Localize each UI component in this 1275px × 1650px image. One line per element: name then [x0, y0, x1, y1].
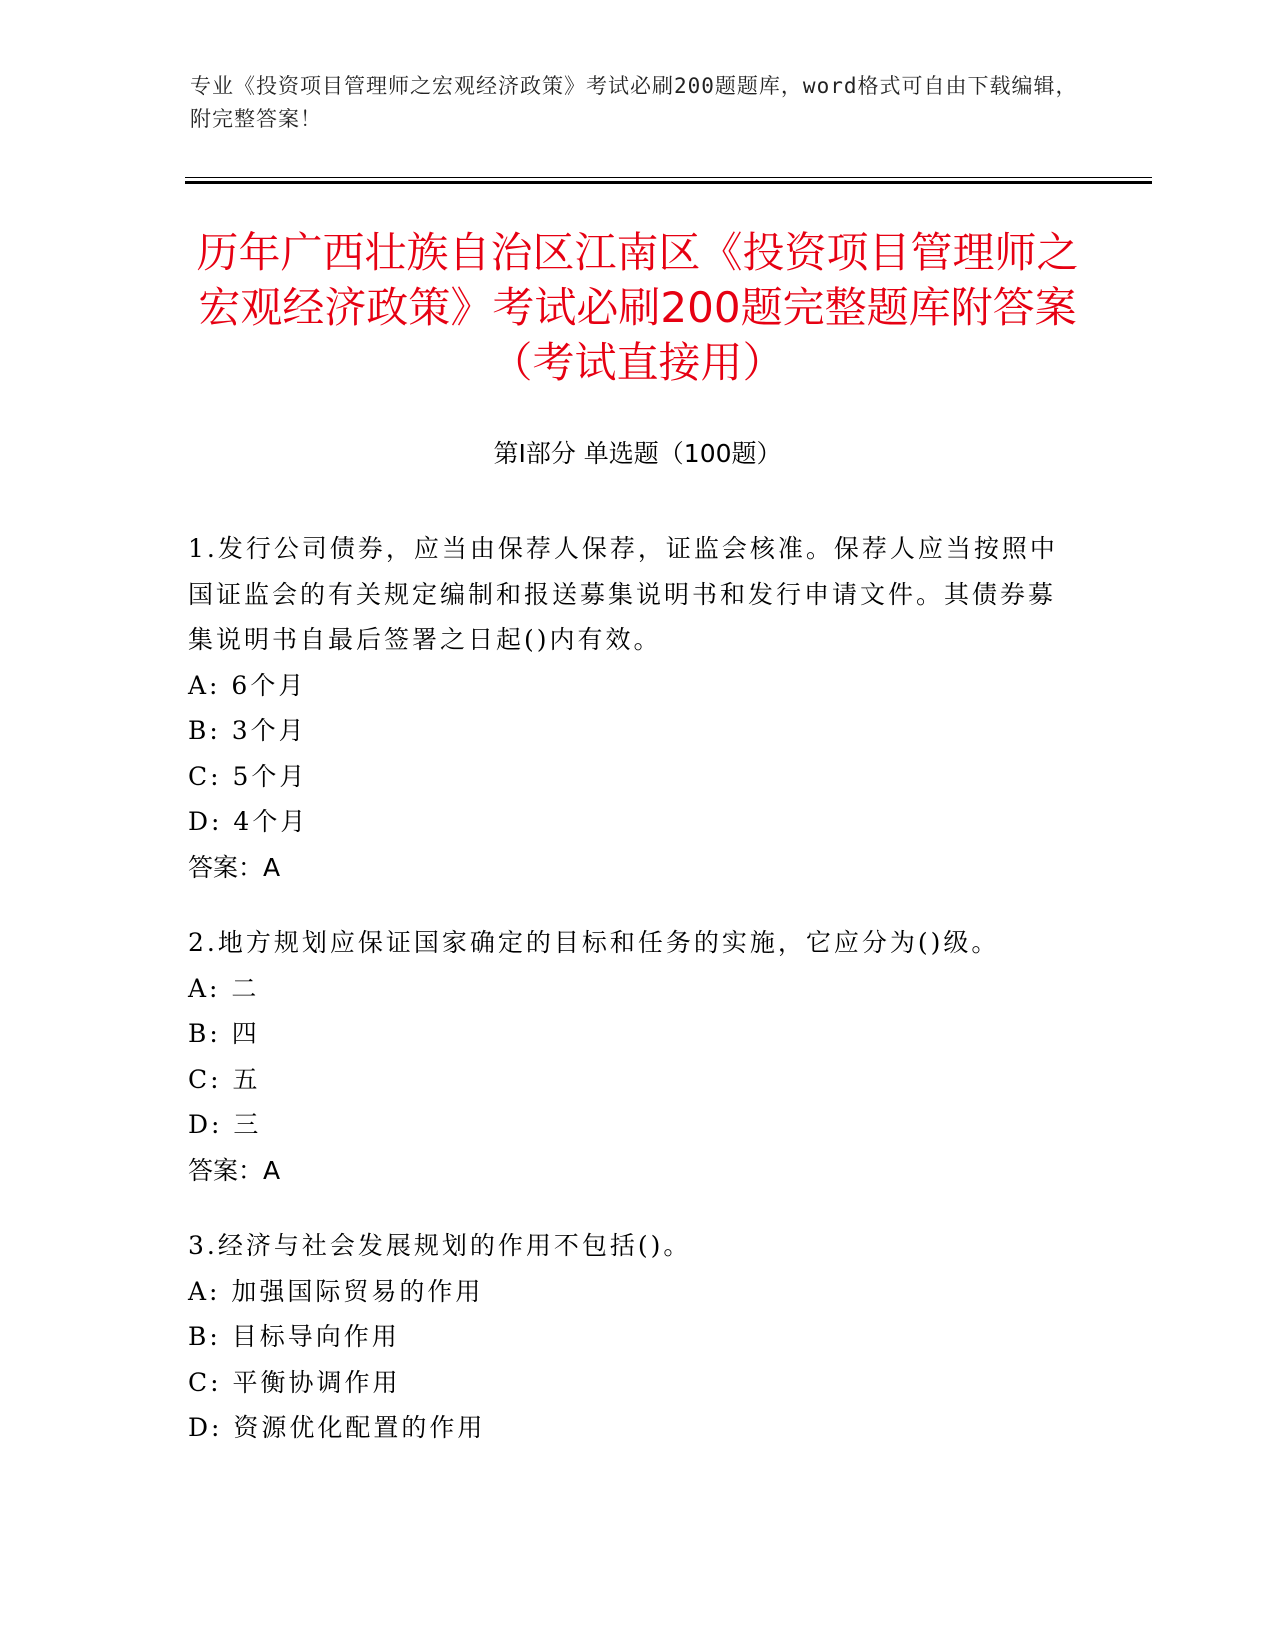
question-stem: 1.发行公司债券，应当由保荐人保荐，证监会核准。保荐人应当按照中国证监会的有关规定编制和报送募集说明书和发行申请文件。其债券募集说明书自最后签署之日起()内有效。: [188, 534, 1058, 654]
document-title: 历年广西壮族自治区江南区《投资项目管理师之宏观经济政策》考试必刷200题完整题库附答案（考试直接用）: [196, 228, 1079, 387]
option-a: A: 二: [188, 973, 260, 1003]
option-a: A: 加强国际贸易的作用: [188, 1276, 484, 1306]
question-stem: 2.地方规划应保证国家确定的目标和任务的实施，它应分为()级。: [188, 928, 1000, 957]
option-a: A: 6个月: [188, 670, 307, 700]
header-note: 专业《投资项目管理师之宏观经济政策》考试必刷200题题库，word格式可自由下载编辑，附完整答案！: [190, 74, 1078, 131]
question-2: [188, 920, 1068, 1193]
question-stem: 3.经济与社会发展规划的作用不包括()。: [188, 1231, 692, 1260]
question-3: [188, 1223, 1068, 1451]
option-d: D: 4个月: [188, 807, 309, 836]
option-c: C: 平衡协调作用: [188, 1367, 401, 1397]
question-list: [188, 526, 1068, 1481]
option-c: C: 五: [188, 1064, 261, 1094]
question-1: [188, 526, 1068, 890]
option-c: C: 5个月: [188, 761, 308, 791]
answer: 答案：A: [188, 1155, 281, 1185]
header-divider-thick: [185, 181, 1152, 184]
option-b: B: 四: [188, 1019, 260, 1048]
option-b: B: 3个月: [188, 716, 307, 745]
section-title: 第I部分 单选题（100题）: [493, 439, 782, 468]
option-d: D: 资源优化配置的作用: [188, 1413, 486, 1442]
header-divider-thin: [185, 177, 1152, 178]
option-b: B: 目标导向作用: [188, 1322, 400, 1351]
answer: 答案：A: [188, 852, 281, 882]
option-d: D: 三: [188, 1110, 262, 1139]
